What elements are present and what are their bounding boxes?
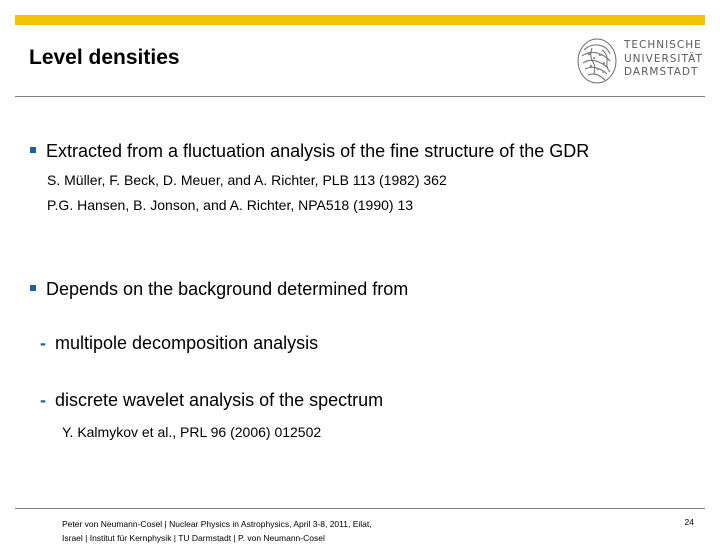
- sub-item-text: multipole decomposition analysis: [55, 333, 319, 353]
- title-divider: [15, 96, 705, 97]
- bullet-square-icon: [30, 285, 36, 291]
- footer-divider: [15, 508, 705, 509]
- bullet-text: Extracted from a fluctuation analysis of the fine structure of the GDR: [46, 141, 590, 161]
- logo-text: [624, 39, 703, 80]
- bullet-item: [30, 279, 408, 300]
- bullet-text: Depends on the background determined from: [46, 279, 409, 299]
- reference: S. Müller, F. Beck, D. Meuer, and A. Richter, PLB 113 (1982) 362: [47, 172, 447, 188]
- footer-text: [62, 517, 372, 545]
- sub-item: [40, 390, 383, 411]
- page-number: 24: [684, 517, 694, 527]
- dash-icon: -: [40, 390, 46, 410]
- sub-item-text: discrete wavelet analysis of the spectrum: [55, 390, 384, 410]
- reference: Y. Kalmykov et al., PRL 96 (2006) 012502: [62, 424, 322, 440]
- footer-line: Peter von Neumann-Cosel | Nuclear Physics in Astrophysics, April 3-8, 2011, Eilat,: [62, 519, 372, 529]
- slide-title: Level densities: [29, 46, 180, 69]
- university-logo: [574, 36, 710, 90]
- footer-line: Israel | Institut für Kernphysik | TU Darmstadt | P. von Neumann-Cosel: [62, 533, 325, 543]
- sub-item: [40, 333, 318, 354]
- logo-line: DARMSTADT: [624, 66, 699, 78]
- bullet-item: [30, 141, 589, 162]
- logo-line: UNIVERSITÄT: [624, 52, 703, 65]
- reference: P.G. Hansen, B. Jonson, and A. Richter, NPA518 (1990) 13: [47, 197, 414, 213]
- top-accent-bar: [15, 15, 705, 25]
- dash-icon: -: [40, 333, 46, 353]
- logo-line: TECHNISCHE: [624, 39, 702, 51]
- bullet-square-icon: [30, 147, 36, 153]
- athena-seal-icon: [574, 36, 620, 86]
